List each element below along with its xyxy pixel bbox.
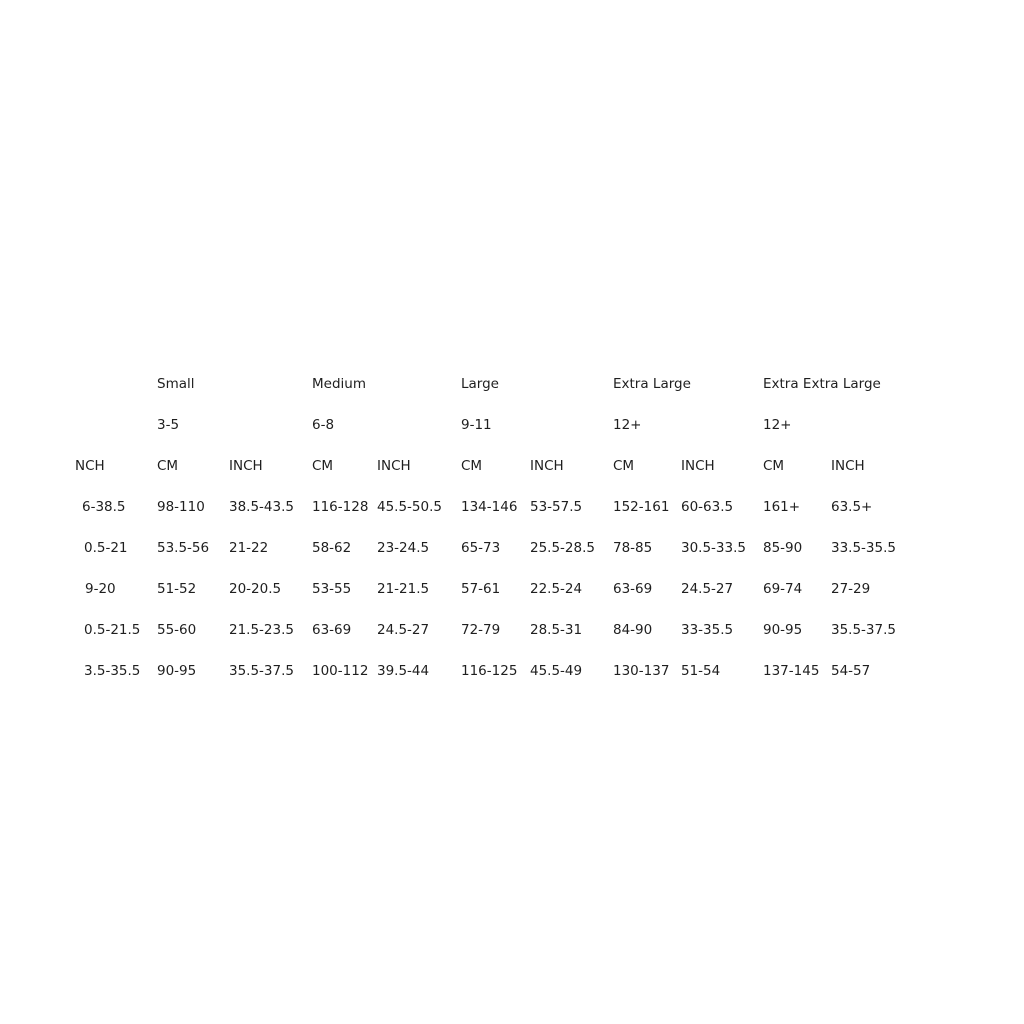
measurement-cell: 137-145 xyxy=(763,663,820,679)
measurement-cell: 39.5-44 xyxy=(377,663,430,679)
size-name-small: Small xyxy=(157,376,195,392)
first-column-value: 0.5-21 xyxy=(84,540,128,556)
size-name-extra-extra-large: Extra Extra Large xyxy=(763,376,881,392)
unit-label: CM xyxy=(157,458,179,474)
unit-label: CM xyxy=(461,458,483,474)
measurement-cell: 22.5-24 xyxy=(530,581,583,597)
size-age-large: 9-11 xyxy=(461,417,492,433)
measurement-cell: 24.5-27 xyxy=(377,622,430,638)
unit-label: INCH xyxy=(681,458,715,474)
measurement-cell: 30.5-33.5 xyxy=(681,540,746,556)
measurement-cell: 53-57.5 xyxy=(530,499,583,515)
unit-label: CM xyxy=(763,458,785,474)
unit-label: INCH xyxy=(377,458,411,474)
measurement-cell: 33-35.5 xyxy=(681,622,734,638)
measurement-cell: 90-95 xyxy=(763,622,803,638)
measurement-cell: 60-63.5 xyxy=(681,499,734,515)
measurement-cell: 130-137 xyxy=(613,663,670,679)
measurement-cell: 21-21.5 xyxy=(377,581,430,597)
measurement-cell: 53.5-56 xyxy=(157,540,210,556)
measurement-cell: 25.5-28.5 xyxy=(530,540,595,556)
size-age-extra-large: 12+ xyxy=(613,417,642,433)
measurement-cell: 63-69 xyxy=(613,581,653,597)
first-column-value: 6-38.5 xyxy=(82,499,126,515)
size-age-small: 3-5 xyxy=(157,417,180,433)
measurement-cell: 45.5-49 xyxy=(530,663,583,679)
measurement-cell: 21-22 xyxy=(229,540,269,556)
measurement-cell: 53-55 xyxy=(312,581,352,597)
measurement-cell: 51-54 xyxy=(681,663,721,679)
size-age-medium: 6-8 xyxy=(312,417,335,433)
measurement-cell: 85-90 xyxy=(763,540,803,556)
measurement-cell: 69-74 xyxy=(763,581,803,597)
measurement-cell: 63-69 xyxy=(312,622,352,638)
measurement-cell: 98-110 xyxy=(157,499,205,515)
measurement-cell: 28.5-31 xyxy=(530,622,583,638)
first-column-value: 9-20 xyxy=(85,581,116,597)
measurement-cell: 152-161 xyxy=(613,499,670,515)
measurement-cell: 51-52 xyxy=(157,581,197,597)
measurement-cell: 23-24.5 xyxy=(377,540,430,556)
measurement-cell: 35.5-37.5 xyxy=(229,663,294,679)
measurement-cell: 90-95 xyxy=(157,663,197,679)
measurement-cell: 24.5-27 xyxy=(681,581,734,597)
measurement-cell: 21.5-23.5 xyxy=(229,622,294,638)
size-age-extra-extra-large: 12+ xyxy=(763,417,792,433)
measurement-cell: 38.5-43.5 xyxy=(229,499,294,515)
measurement-cell: 20-20.5 xyxy=(229,581,282,597)
measurement-cell: 54-57 xyxy=(831,663,871,679)
measurement-cell: 55-60 xyxy=(157,622,197,638)
measurement-cell: 78-85 xyxy=(613,540,653,556)
measurement-cell: 134-146 xyxy=(461,499,518,515)
unit-label: INCH xyxy=(831,458,865,474)
measurement-cell: 100-112 xyxy=(312,663,369,679)
size-name-medium: Medium xyxy=(312,376,366,392)
measurement-cell: 58-62 xyxy=(312,540,352,556)
unit-label: INCH xyxy=(229,458,263,474)
unit-label-first-column: NCH xyxy=(75,458,105,474)
measurement-cell: 33.5-35.5 xyxy=(831,540,896,556)
measurement-cell: 27-29 xyxy=(831,581,871,597)
unit-label: CM xyxy=(613,458,635,474)
first-column-value: 3.5-35.5 xyxy=(84,663,141,679)
measurement-cell: 84-90 xyxy=(613,622,653,638)
measurement-cell: 45.5-50.5 xyxy=(377,499,442,515)
measurement-cell: 116-128 xyxy=(312,499,369,515)
measurement-cell: 72-79 xyxy=(461,622,501,638)
size-name-large: Large xyxy=(461,376,499,392)
unit-label: INCH xyxy=(530,458,564,474)
first-column-value: 0.5-21.5 xyxy=(84,622,141,638)
measurement-cell: 116-125 xyxy=(461,663,518,679)
measurement-cell: 161+ xyxy=(763,499,801,515)
measurement-cell: 65-73 xyxy=(461,540,501,556)
measurement-cell: 35.5-37.5 xyxy=(831,622,896,638)
unit-label: CM xyxy=(312,458,334,474)
size-name-extra-large: Extra Large xyxy=(613,376,691,392)
measurement-cell: 63.5+ xyxy=(831,499,873,515)
measurement-cell: 57-61 xyxy=(461,581,501,597)
